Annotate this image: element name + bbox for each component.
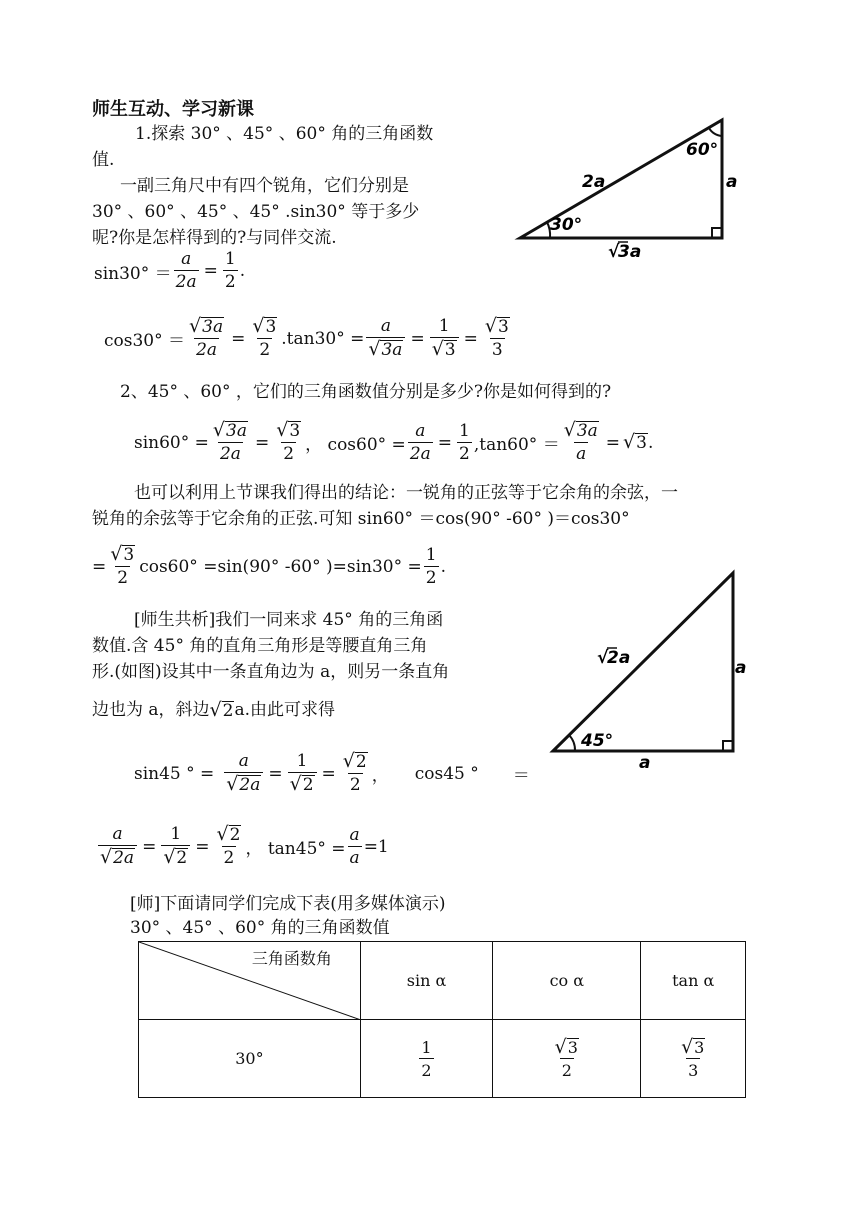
trig-table bbox=[138, 941, 746, 1098]
frac-den: 3a bbox=[381, 340, 403, 360]
eq-tan30-lhs: .tan30° = bbox=[281, 328, 365, 349]
eq-60: sin60° = √ 3a 2a = √ 3 2 ， cos60° = $\frac{a}{2a}$ = $\frac{1}{2}$ ,tan60° ＝ √ 3a a = √ 3 . bbox=[134, 419, 654, 464]
fig2-angle-left: 45° bbox=[581, 731, 614, 751]
eq-cos30-tan30: cos30° ＝ √ 3a 2a = √ 3 2 .tan30° = a √ 3a = 1 √ 3 = √ 3 3 bbox=[104, 315, 509, 360]
frac-num: 3 bbox=[123, 545, 135, 565]
p4-line1: [师生共析]我们一同来求 45° 角的三角函 bbox=[134, 610, 444, 630]
equals: = bbox=[92, 556, 107, 577]
triangle-30-60-figure bbox=[510, 112, 750, 262]
result: =1 bbox=[363, 836, 389, 857]
p5: [师]下面请同学们完成下表(用多媒体演示) bbox=[130, 894, 446, 914]
frac-den: 2 bbox=[302, 775, 314, 795]
frac-den: 2 bbox=[425, 567, 437, 588]
table-header-tan: tan α bbox=[641, 942, 746, 1020]
frac-num: 3 bbox=[497, 317, 509, 337]
p4-line4-tail: a.由此可求得 bbox=[234, 700, 336, 720]
eq-45: sin45 ° = a √ 2a = 1 √ 2 = √ 2 2 ， cos45 ° ＝ bbox=[134, 750, 530, 795]
eq-45b: a √ 2a = 1 √ 2 = √ 2 2 ， tan45° = $\frac{a}{a}$ =1 bbox=[100, 823, 389, 868]
frac-num: 3a bbox=[576, 421, 598, 441]
p1-line2: 值. bbox=[92, 150, 115, 170]
frac-den: 2a bbox=[219, 444, 241, 464]
fig1-root-symbol: √ bbox=[608, 242, 620, 262]
frac-den: 3 bbox=[491, 340, 503, 360]
eq-tan60-lhs: ,tan60° ＝ bbox=[473, 435, 560, 455]
frac-den: 2a bbox=[113, 848, 135, 868]
frac-den: 2 bbox=[459, 443, 470, 464]
fig1-hyp-label: 2a bbox=[582, 172, 606, 192]
eq-cos60-lhs: ， cos60° = bbox=[305, 435, 406, 455]
frac-den: 2 bbox=[259, 340, 271, 360]
eq-tan45-lhs: ， tan45° = bbox=[245, 839, 346, 859]
frac-num: a bbox=[181, 249, 192, 269]
equals: ＝ bbox=[512, 766, 530, 786]
table-corner-cell bbox=[139, 942, 361, 1020]
frac-num: 3 bbox=[694, 1037, 705, 1057]
radicand: 2 bbox=[222, 701, 234, 721]
frac-num: 3a bbox=[226, 421, 247, 441]
table-caption: 30° 、45° 、60° 角的三角函数值 bbox=[130, 918, 390, 938]
p1-line1: 1.探索 30° 、45° 、60° 角的三角函数 bbox=[135, 124, 434, 144]
frac-den: 2 bbox=[283, 444, 295, 464]
table-header-sin: sin α bbox=[360, 942, 492, 1020]
p4-line4: 边也为 a，斜边 √ 2 a.由此可求得 bbox=[92, 699, 336, 721]
period: . bbox=[440, 556, 447, 577]
frac-num: 3 bbox=[265, 317, 277, 337]
frac-num: 3 bbox=[289, 421, 301, 441]
frac-den: 2 bbox=[349, 775, 361, 795]
question-2: 2、45° 、60° ，它们的三角函数值分别是多少?你是如何得到的? bbox=[120, 382, 612, 402]
frac-den: 2a bbox=[409, 443, 431, 464]
p3-line1: 也可以利用上节课我们得出的结论：一锐角的正弦等于它余角的余弦，一 bbox=[134, 483, 678, 503]
table-corner-label: 三角函数角 bbox=[251, 949, 332, 968]
comma: ， bbox=[371, 766, 389, 786]
period: . bbox=[239, 261, 246, 281]
frac-num: a bbox=[238, 751, 249, 771]
eq-line3: = √ 3 2 cos60° =sin(90° -60° )=sin30° = $\frac{1}{2}$ . bbox=[92, 543, 447, 588]
frac-den: 2 bbox=[176, 848, 188, 868]
fig2-side-label: a bbox=[735, 658, 747, 678]
table-cell-sin30 bbox=[360, 1020, 492, 1098]
frac-num: a bbox=[112, 824, 123, 844]
table-header-cos: co α bbox=[493, 942, 641, 1020]
frac-den: 2a bbox=[175, 272, 197, 292]
fig1-angle-left: 30° bbox=[550, 215, 583, 235]
frac-num: 3 bbox=[567, 1037, 578, 1057]
table-row-label: 30° bbox=[139, 1020, 361, 1098]
frac-num: 1 bbox=[224, 249, 236, 269]
frac-num: 1 bbox=[438, 316, 450, 336]
table-cell-cos30: √ 3 2 bbox=[493, 1020, 641, 1098]
p2-line1: 一副三角尺中有四个锐角，它们分别是 bbox=[120, 176, 409, 196]
frac-den: 2 bbox=[419, 1058, 433, 1080]
frac-num: a bbox=[415, 420, 426, 441]
triangle-45-figure bbox=[545, 565, 755, 770]
fig2-root-symbol: √ bbox=[597, 648, 609, 668]
fig1-side-label: a bbox=[726, 172, 738, 192]
frac-num: a bbox=[380, 316, 391, 336]
frac-den: 2a bbox=[196, 340, 218, 360]
fig1-angle-top: 60° bbox=[686, 140, 719, 160]
p4-line3: 形.(如图)设其中一条直角边为 a，则另一条直角 bbox=[92, 662, 450, 682]
frac-den: 2 bbox=[223, 848, 235, 868]
frac-num: 1 bbox=[421, 1037, 432, 1057]
table-cell-tan30: √ 3 3 bbox=[641, 1020, 746, 1098]
eq-sin30: sin30° ＝ $\frac{a}{2a}$ = $\frac{1}{2}$ . bbox=[94, 249, 246, 292]
frac-den: 3 bbox=[444, 340, 456, 360]
frac-num: a bbox=[349, 824, 360, 845]
eq-sin60-lhs: sin60° = bbox=[134, 432, 209, 453]
frac-den: 2a bbox=[239, 775, 261, 795]
frac-num: 1 bbox=[459, 420, 470, 441]
frac-num: 1 bbox=[296, 751, 308, 771]
fig2-base-label: a bbox=[639, 753, 651, 770]
section-title: 师生互动、学习新课 bbox=[92, 99, 254, 120]
eq-sin30-lhs: sin30° ＝ bbox=[94, 263, 172, 284]
frac-den: 2 bbox=[560, 1058, 574, 1080]
fig2-hyp-label: 2a bbox=[607, 648, 631, 668]
p4-line2: 数值.含 45° 角的直角三角形是等腰直角三角 bbox=[92, 636, 428, 656]
frac-num: 2 bbox=[229, 825, 241, 845]
p2-line2: 30° 、60° 、45° 、45° .sin30° 等于多少 bbox=[92, 202, 420, 222]
frac-den: 2 bbox=[224, 272, 236, 292]
eq-cos30-lhs: cos30° ＝ bbox=[104, 331, 186, 351]
p4-line4-text: 边也为 a，斜边 bbox=[92, 700, 210, 720]
frac-den: 2 bbox=[117, 568, 129, 588]
frac-den: a bbox=[576, 444, 587, 464]
frac-num: 3a bbox=[202, 317, 224, 337]
p2-line3: 呢?你是怎样得到的?与同伴交流. bbox=[92, 228, 337, 248]
period: . bbox=[647, 432, 654, 453]
frac-num: 1 bbox=[425, 544, 437, 565]
frac-num: 2 bbox=[355, 752, 367, 772]
eq-cos45-lhs: cos45 ° bbox=[414, 763, 479, 784]
frac-num: 1 bbox=[170, 824, 182, 844]
radicand: 3 bbox=[636, 433, 647, 453]
frac-den: a bbox=[349, 847, 360, 868]
fig1-base-label: 3a bbox=[618, 242, 642, 262]
frac-den: 3 bbox=[686, 1058, 700, 1080]
eq-sin45-lhs: sin45 ° = bbox=[134, 763, 215, 784]
p3-line2: 锐角的余弦等于它余角的正弦.可知 sin60° ＝cos(90° -60° )＝cos30° bbox=[92, 509, 630, 529]
eq-cos60-chain: cos60° =sin(90° -60° )=sin30° = bbox=[139, 556, 422, 577]
